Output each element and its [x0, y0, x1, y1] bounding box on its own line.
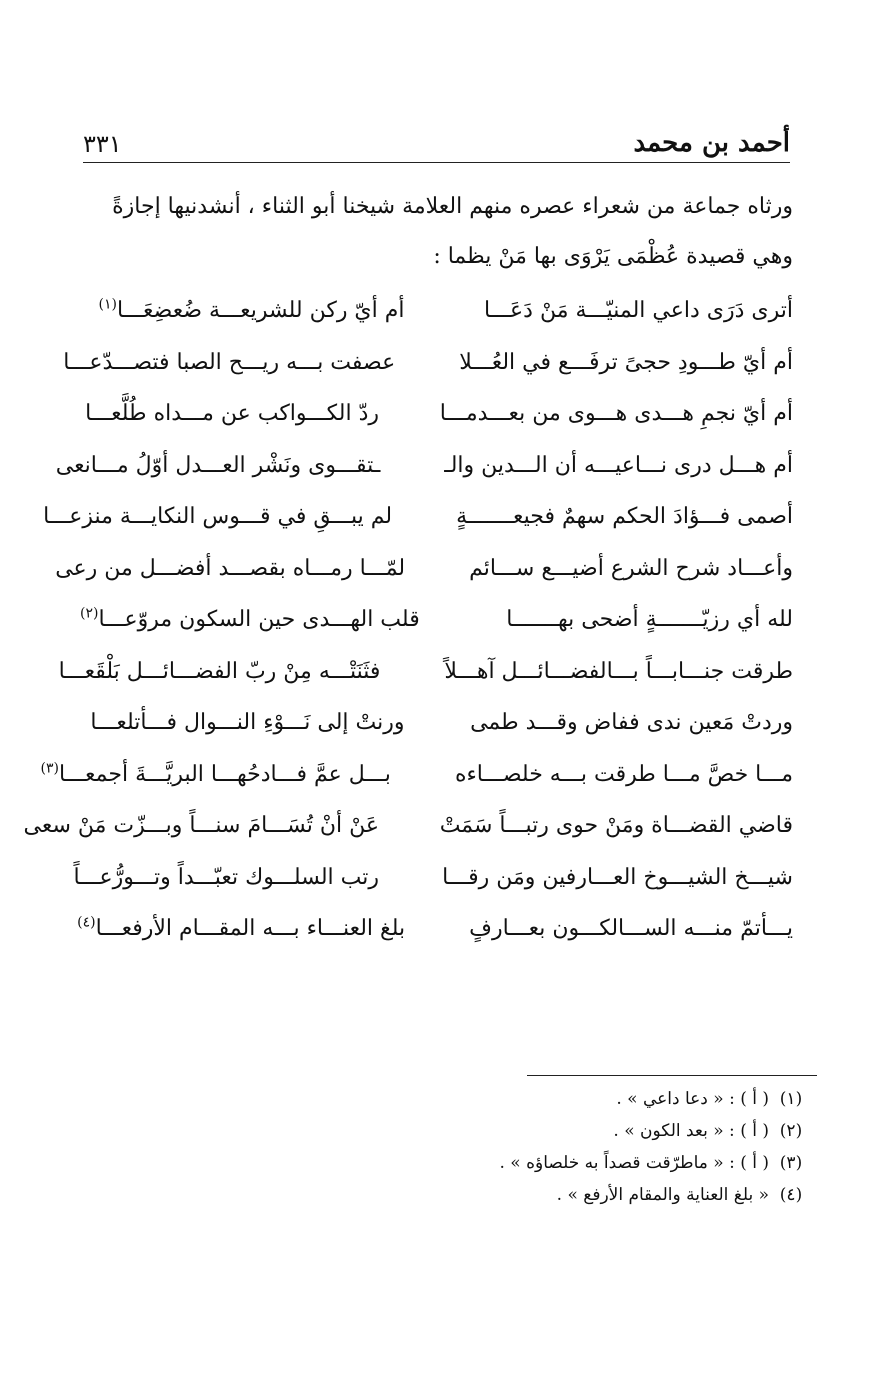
verse-first-hemistich: شيـــخ الشيـــوخ العـــارفين ومَن رقـــا	[442, 864, 793, 890]
footnote	[413, 1179, 813, 1211]
page-number: ٣٣١	[83, 130, 122, 158]
verse-second-hemistich	[77, 916, 405, 941]
running-title: أحمد بن محمد	[633, 128, 790, 158]
page-header	[83, 118, 790, 163]
footnote-divider	[527, 1075, 817, 1076]
verse-second-hemistich-text: فثَنَتْـــه مِنْ ربّ الفضـــائـــل بَلْقَعـــا	[58, 658, 381, 684]
footnote-number: (٣)	[779, 1153, 803, 1173]
verse-line	[55, 440, 793, 492]
verse-second-hemistich-text: ردّ الكـــواكب عن مـــداه طُلَّعـــا	[85, 401, 379, 427]
verse-second-hemistich-text: لمّـــا رمـــاه بقصـــد أفضـــل من رعى	[55, 555, 406, 581]
verse-first-hemistich: قاضي القضـــاة ومَنْ حوى رتبـــاً سَمَتْ	[439, 813, 793, 839]
verse-second-hemistich	[80, 298, 405, 323]
footnote	[413, 1115, 813, 1147]
verse-second-hemistich	[56, 453, 381, 478]
intro-paragraph	[80, 182, 793, 282]
verse-second-hemistich	[23, 813, 379, 839]
footnotes	[413, 1083, 813, 1211]
verse-line	[80, 594, 793, 646]
verse-second-hemistich-text: عَنْ أنْ تُسَـــامَ سنـــاً وبـــزّت مَنْ سعى	[23, 813, 379, 839]
footnote-text: « بلغ العناية والمقام الأرفع » .	[556, 1185, 769, 1205]
verse-second-hemistich	[59, 659, 381, 684]
verse-line	[77, 903, 793, 955]
verse-second-hemistich	[55, 556, 405, 581]
footnote-number: (٢)	[779, 1121, 803, 1141]
verse-second-hemistich	[43, 504, 392, 529]
verse-first-hemistich: وأعـــاد شرح الشرع أضيـــع ســـائم	[469, 555, 793, 581]
verse-second-hemistich-text: أم أيّ ركن للشريعـــة ضُعضِعَـــا	[116, 298, 405, 324]
footnote-number: (١)	[779, 1089, 803, 1109]
intro-line: وهي قصيدة عُظْمَى يَرْوَى بها مَنْ يظما :	[433, 244, 793, 269]
verse-line	[23, 800, 793, 852]
verse-second-hemistich	[63, 350, 395, 375]
verse-first-hemistich: يـــأتمّ منـــه الســـالكـــون بعـــارفٍ	[469, 916, 793, 942]
verse-second-hemistich-text: ورنتْ إلى نَـــوْءِ النـــوال فـــأتلعـــا	[90, 710, 405, 736]
verse-second-hemistich	[74, 865, 380, 890]
verse-first-hemistich: أم أيّ نجمِ هـــدى هـــوى من بعـــدمـــا	[439, 401, 793, 427]
verse-first-hemistich: طرقت جنـــابـــاً بـــالفضـــائـــل آهـــلاً	[444, 658, 793, 684]
intro-line: ورثاه جماعة من شعراء عصره منهم العلامة شيخنا أبو الثناء ، أنشدنيها إجازةً	[112, 194, 793, 219]
verse-line	[63, 337, 793, 389]
verse-line	[58, 646, 793, 698]
verse-second-hemistich-text: عصفت بـــه ريـــح الصبا فتصـــدّعـــا	[63, 349, 396, 375]
verse-second-hemistich-text: رتب السلـــوك تعبّـــداً وتـــورُّعـــاً	[73, 864, 379, 890]
footnote-marker: (١)	[98, 296, 117, 313]
verse-line	[40, 749, 793, 801]
verse-line	[73, 852, 793, 904]
verse-first-hemistich: وردتْ مَعين ندى ففاض وقـــد طمى	[470, 710, 793, 736]
verse-first-hemistich: أم هـــل درى نـــاعيـــه أن الـــدين والـ	[444, 452, 793, 478]
footnote	[413, 1147, 813, 1179]
verse-second-hemistich	[80, 607, 420, 632]
verse-line	[80, 697, 793, 749]
footnote-marker: (٣)	[40, 760, 59, 777]
verse-second-hemistich-text: لم يبـــقِ في قـــوس النكايـــة منزعـــا	[43, 504, 393, 530]
poem	[23, 285, 793, 955]
footnote-text: ( أ ) : « بعد الكون » .	[613, 1121, 769, 1141]
verse-second-hemistich-text: قلب الهـــدى حين السكون مروّعـــا	[98, 607, 420, 633]
verse-line	[55, 543, 793, 595]
footnote	[413, 1083, 813, 1115]
verse-first-hemistich: أصمى فـــؤادَ الحكم سهمٌ فجيعـــــــةٍ	[456, 504, 793, 530]
verse-first-hemistich: لله أي رزيّـــــــةٍ أضحى بهـــــــا	[506, 607, 793, 633]
verse-second-hemistich-text: بـــل عمَّ فـــادحُهـــا البريَّـــةَ أجمعـــا	[59, 761, 391, 787]
verse-second-hemistich-text: بلغ العنـــاء بـــه المقـــام الأرفعـــا	[95, 916, 406, 942]
footnote-marker: (٢)	[80, 605, 99, 622]
verse-line	[80, 388, 793, 440]
verse-second-hemistich	[41, 762, 391, 787]
verse-second-hemistich	[80, 710, 405, 735]
footnote-text: ( أ ) : « دعا داعي » .	[616, 1089, 769, 1109]
verse-first-hemistich: أم أيّ طـــودِ حجىً ترفَـــع في العُـــلا	[459, 349, 793, 375]
verse-first-hemistich: أترى دَرَى داعي المنيّـــة مَنْ دَعَـــا	[483, 298, 793, 324]
verse-line	[43, 491, 793, 543]
verse-line	[80, 285, 793, 337]
verse-second-hemistich-text: ـتقـــوى ونَشْر العـــدل أوّلُ مـــانعى	[55, 452, 381, 478]
footnote-text: ( أ ) : « ماطرّقت قصداً به خلصاؤه » .	[499, 1153, 769, 1173]
footnote-marker: (٤)	[77, 914, 96, 931]
footnote-number: (٤)	[779, 1185, 803, 1205]
verse-second-hemistich	[80, 401, 379, 426]
verse-first-hemistich: مـــا خصَّ مـــا طرقت بـــه خلصـــاءه	[454, 761, 793, 787]
